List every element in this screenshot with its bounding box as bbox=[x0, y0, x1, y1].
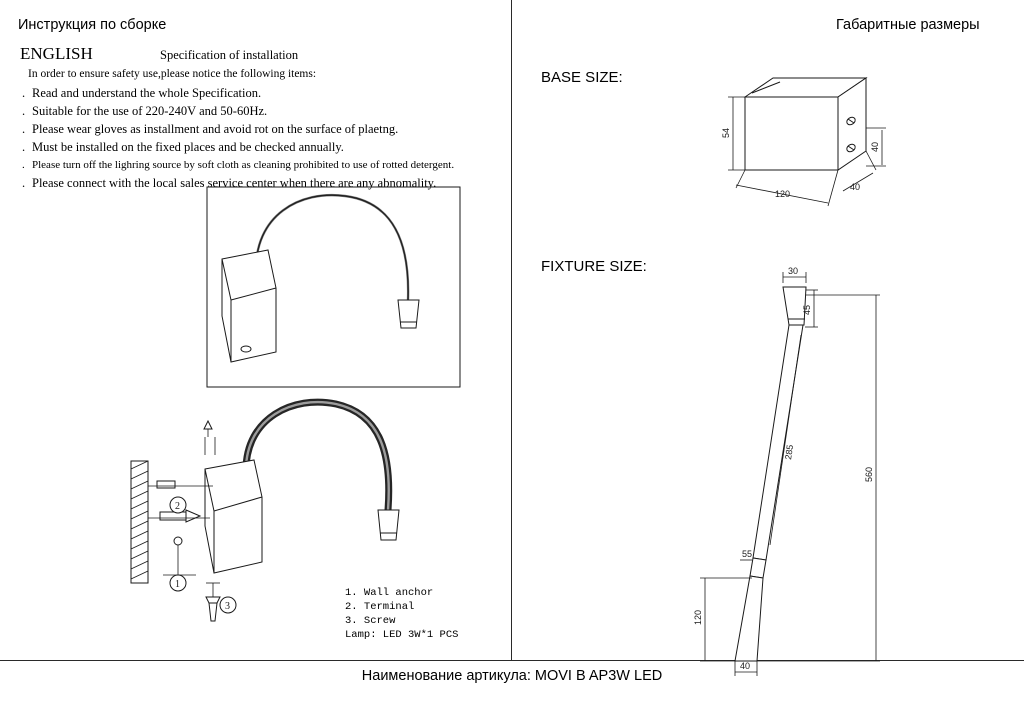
spec-item-text: Please turn off the lighring source by soft cloth as cleaning prohibited to use of rotted detergent. bbox=[32, 159, 455, 171]
fixture-size-drawing bbox=[693, 266, 880, 676]
dim-base-depth: 40 bbox=[870, 141, 880, 152]
dim-arm-length: 285 bbox=[783, 444, 796, 461]
article-name: Наименование артикула: MOVI B AP3W LED bbox=[361, 668, 663, 684]
page-title-right: Габаритные размеры bbox=[836, 17, 980, 33]
legend-item: 3. Screw bbox=[345, 615, 396, 627]
language-heading: ENGLISH bbox=[20, 44, 93, 63]
legend-item: 1. Wall anchor bbox=[345, 587, 434, 599]
list-item: . Please wear gloves as installment and avoid rot on the surface of plaetng. bbox=[22, 122, 399, 136]
spec-item-text: Please wear gloves as installment and avoid rot on the surface of plaetng. bbox=[32, 122, 399, 136]
list-item: . Please turn off the lighring source by soft cloth as cleaning prohibited to use of rotted detergent. bbox=[22, 159, 455, 171]
spec-intro: In order to ensure safety use,please notice the following items: bbox=[28, 68, 317, 80]
dim-base-height: 54 bbox=[721, 127, 731, 138]
dim-base-mount-width: 40 bbox=[740, 661, 751, 671]
callout-3: 3 bbox=[225, 601, 230, 612]
base-size-label: BASE SIZE: bbox=[541, 69, 623, 86]
dim-head-width: 30 bbox=[788, 266, 799, 276]
spec-item-text: Suitable for the use of 220-240V and 50-60Hz. bbox=[32, 104, 268, 118]
list-item: . Read and understand the whole Specification. bbox=[22, 86, 262, 100]
spec-item-text: Please connect with the local sales service center when there are any abnomality. bbox=[32, 176, 437, 190]
dim-joint: 55 bbox=[742, 549, 753, 559]
legend-item: Lamp: LED 3W*1 PCS bbox=[345, 629, 459, 641]
callout-2: 2 bbox=[175, 501, 180, 512]
list-item: . Suitable for the use of 220-240V and 50-60Hz. bbox=[22, 104, 268, 118]
dim-total-height: 560 bbox=[864, 466, 874, 482]
dim-head-height: 45 bbox=[802, 304, 812, 315]
callout-1: 1 bbox=[175, 579, 180, 590]
dim-base-mount-height: 120 bbox=[693, 609, 703, 625]
page-title-left: Инструкция по сборке bbox=[18, 17, 167, 33]
base-size-drawing bbox=[721, 78, 886, 206]
list-item: . Must be installed on the fixed places and be checked annually. bbox=[22, 140, 344, 154]
fixture-size-label: FIXTURE SIZE: bbox=[541, 258, 647, 275]
dim-base-length: 120 bbox=[775, 189, 791, 199]
list-item: . Please connect with the local sales service center when there are any abnomality. bbox=[22, 176, 437, 190]
legend-item: 2. Terminal bbox=[345, 601, 415, 613]
spec-heading: Specification of installation bbox=[160, 48, 299, 62]
spec-item-text: Read and understand the whole Specification. bbox=[32, 86, 262, 100]
dim-base-width: 40 bbox=[850, 182, 861, 192]
spec-item-text: Must be installed on the fixed places and be checked annually. bbox=[32, 140, 344, 154]
